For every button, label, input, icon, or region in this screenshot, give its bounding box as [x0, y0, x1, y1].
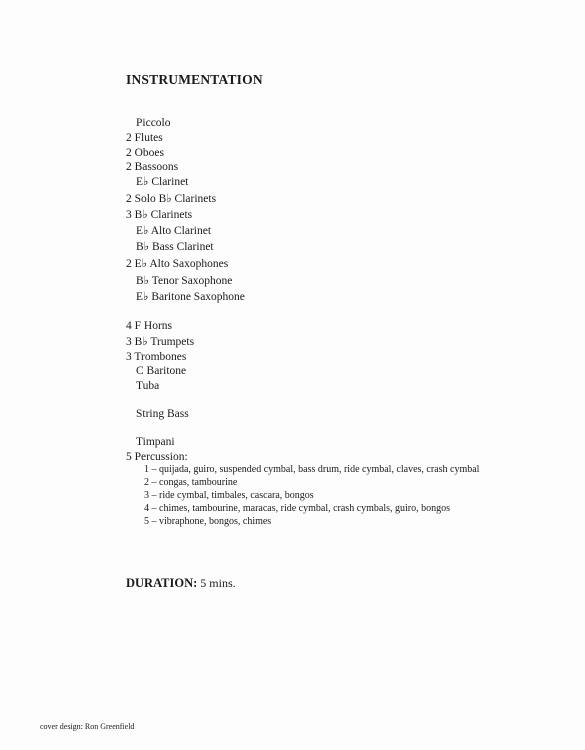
duration — [126, 576, 236, 591]
percussion-part: 1 – quijada, guiro, suspended cymbal, bass drum, ride cymbal, claves, crash cymbal — [144, 464, 480, 475]
percussion-part: 5 – vibraphone, bongos, chimes — [144, 516, 272, 527]
instrument-line: 3 B♭ Trumpets — [126, 336, 195, 348]
percussion-part: 2 – congas, tambourine — [144, 477, 238, 488]
instrument-line: Tuba — [136, 380, 160, 392]
percussion-part: 3 – ride cymbal, timbales, cascara, bongos — [144, 490, 314, 501]
instrument-line: 2 Flutes — [126, 132, 163, 144]
instrument-line: 4 F Horns — [126, 320, 173, 332]
percussion-part: 4 – chimes, tambourine, maracas, ride cymbal, crash cymbals, guiro, bongos — [144, 503, 451, 514]
instrument-line: 2 Oboes — [126, 147, 165, 159]
instrument-line: C Baritone — [136, 365, 187, 377]
instrument-line: Timpani — [136, 436, 175, 448]
instrument-line: String Bass — [136, 408, 189, 420]
instrument-line: E♭ Baritone Saxophone — [136, 291, 245, 303]
instrument-line: 3 Trombones — [126, 351, 187, 363]
instrument-line: E♭ Clarinet — [136, 176, 189, 188]
instrument-line: B♭ Tenor Saxophone — [136, 275, 233, 287]
instrument-line: 2 Bassoons — [126, 161, 179, 173]
instrument-line: 3 B♭ Clarinets — [126, 209, 193, 221]
instrument-line: 2 Solo B♭ Clarinets — [126, 193, 217, 205]
instrument-line: B♭ Bass Clarinet — [136, 241, 214, 253]
percussion-heading: 5 Percussion: — [126, 451, 188, 463]
instrument-line: 2 E♭ Alto Saxophones — [126, 258, 229, 270]
instrumentation-heading: INSTRUMENTATION — [126, 72, 263, 87]
duration-label: DURATION: — [126, 576, 198, 590]
instrument-line: E♭ Alto Clarinet — [136, 225, 212, 237]
cover-credit: cover design: Ron Greenfield — [40, 722, 135, 731]
instrument-line: Piccolo — [136, 117, 171, 129]
duration-value: 5 mins. — [200, 576, 236, 590]
